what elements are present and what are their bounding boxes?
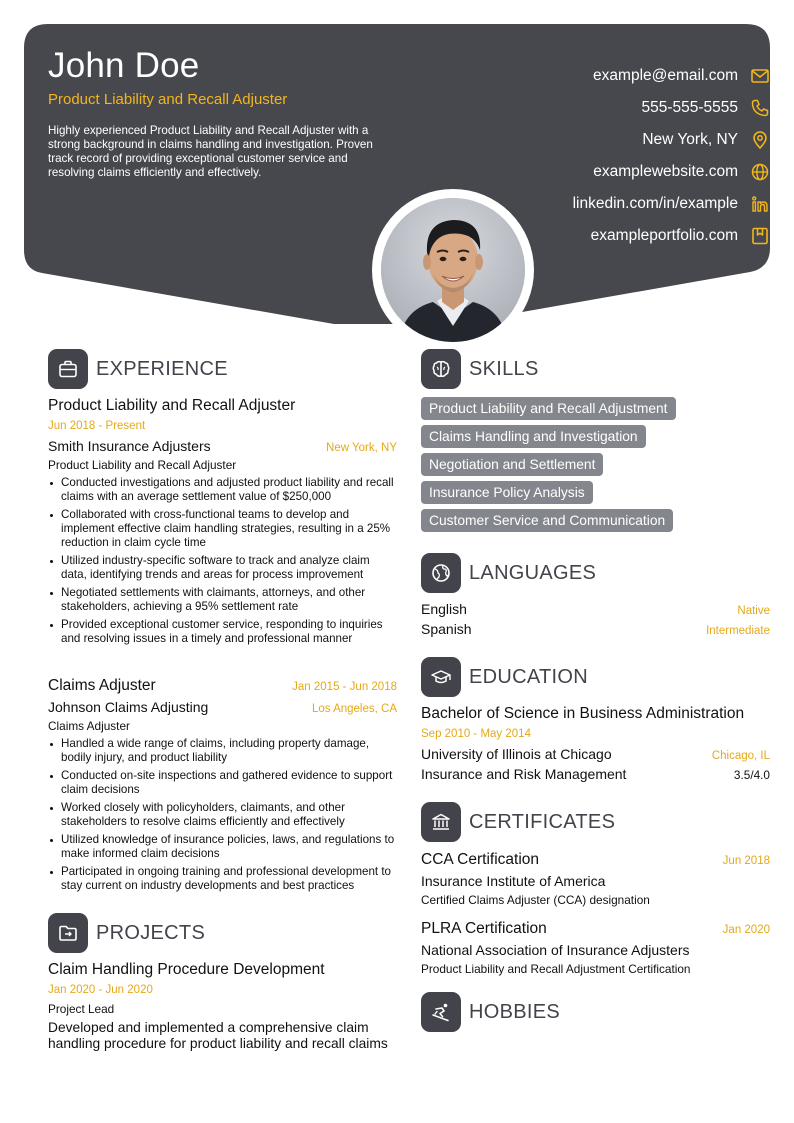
certificate-date: Jan 2020 [722, 924, 770, 936]
language-level: Intermediate [706, 625, 770, 637]
certificate-row [421, 851, 770, 869]
job-position: Claims Adjuster [48, 719, 130, 733]
certificates-heading [421, 802, 615, 842]
list-item: Handled a wide range of claims, including property damage, bodily injury, and product liability [48, 737, 397, 765]
brain-icon [421, 349, 461, 389]
portfolio-text[interactable]: exampleportfolio.com [590, 227, 738, 244]
linkedin-text[interactable]: linkedin.com/in/example [572, 195, 738, 212]
job-bullets [48, 476, 397, 650]
language-row [421, 621, 770, 637]
certificate-issuer: Insurance Institute of America [421, 873, 606, 889]
globe-icon [421, 553, 461, 593]
skill-tag: Claims Handling and Investigation [421, 425, 646, 448]
language-row [421, 601, 770, 617]
education-heading [421, 657, 588, 697]
candidate-name: John Doe [48, 46, 200, 85]
projects-heading [48, 913, 205, 953]
job-company: Johnson Claims Adjusting [48, 699, 209, 715]
certificate-name: PLRA Certification [421, 920, 547, 937]
skill-tag: Product Liability and Recall Adjustment [421, 397, 676, 420]
education-title: EDUCATION [469, 665, 588, 688]
list-item: Worked closely with policyholders, claimants, and other stakeholders to resolve claims efficiently and effectively [48, 801, 397, 829]
project-title: Claim Handling Procedure Development [48, 961, 325, 978]
folder-icon [48, 913, 88, 953]
job-title: Claims Adjuster [48, 677, 156, 694]
location-text: New York, NY [642, 131, 738, 148]
list-item: Utilized knowledge of insurance policies, laws, and regulations to make informed claim decisions [48, 833, 397, 861]
certificate-issuer: National Association of Insurance Adjusters [421, 942, 690, 958]
list-item: Participated in ongoing training and professional development to stay current on industry developments and best practices [48, 865, 397, 893]
degree: Bachelor of Science in Business Administration [421, 705, 745, 722]
skiing-icon [421, 992, 461, 1032]
project-description: Developed and implemented a comprehensive claim handling procedure for product liability and recall claims [48, 1020, 388, 1051]
project-role: Project Lead [48, 1002, 115, 1016]
profile-summary: Highly experienced Product Liability and Recall Adjuster with a strong background in claims handling and investigation. Proven track record of providing exceptional customer service and resolving claims efficiently and effectively. [48, 124, 373, 179]
skill-tag: Customer Service and Communication [421, 509, 673, 532]
languages-heading [421, 553, 596, 593]
language-name: Spanish [421, 621, 472, 637]
email-text[interactable]: example@email.com [593, 67, 738, 84]
list-item: Negotiated settlements with claimants, attorneys, and other stakeholders, achieving a 95% settlement rate [48, 586, 397, 614]
left-column [48, 0, 397, 1123]
gpa: 3.5/4.0 [733, 768, 770, 782]
job-title: Product Liability and Recall Adjuster [48, 397, 296, 414]
job-company-row [48, 699, 397, 715]
website-text[interactable]: examplewebsite.com [593, 163, 738, 180]
field-of-study: Insurance and Risk Management [421, 766, 627, 782]
candidate-role: Product Liability and Recall Adjuster [48, 91, 288, 108]
certificate-description: Certified Claims Adjuster (CCA) designation [421, 893, 650, 907]
phone-text[interactable]: 555-555-5555 [641, 99, 738, 116]
list-item: Provided exceptional customer service, responding to inquiries and resolving issues in a timely and professional manner [48, 618, 397, 646]
job-location: Los Angeles, CA [311, 703, 397, 715]
field-row [421, 766, 770, 782]
right-column [421, 0, 770, 1123]
briefcase-icon [48, 349, 88, 389]
skill-tag: Insurance Policy Analysis [421, 481, 593, 504]
education-dates: Sep 2010 - May 2014 [421, 728, 531, 740]
job-company-row [48, 438, 397, 454]
skill-tag: Negotiation and Settlement [421, 453, 603, 476]
language-name: English [421, 601, 467, 617]
job-title-row [48, 677, 397, 695]
languages-title: LANGUAGES [469, 561, 597, 584]
school-name: University of Illinois at Chicago [421, 746, 612, 762]
experience-title: EXPERIENCE [96, 357, 228, 380]
certificates-title: CERTIFICATES [469, 810, 616, 833]
project-dates: Jan 2020 - Jun 2020 [48, 984, 153, 996]
skills-title: SKILLS [469, 357, 539, 380]
language-level: Native [737, 605, 770, 617]
certificate-row [421, 920, 770, 938]
certificate-description: Product Liability and Recall Adjustment Certification [421, 962, 691, 976]
job-bullets [48, 737, 397, 897]
list-item: Utilized industry-specific software to track and analyze claim data, identifying trends and areas for process improvement [48, 554, 397, 582]
school-row [421, 746, 770, 762]
experience-heading [48, 349, 228, 389]
job-position: Product Liability and Recall Adjuster [48, 458, 237, 472]
school-location: Chicago, IL [711, 750, 770, 762]
certificate-name: CCA Certification [421, 851, 540, 868]
projects-title: PROJECTS [96, 921, 206, 944]
hobbies-title: HOBBIES [469, 1000, 561, 1023]
skills-heading [421, 349, 539, 389]
job-company: Smith Insurance Adjusters [48, 438, 211, 454]
job-location: New York, NY [326, 442, 397, 454]
certificate-date: Jun 2018 [722, 855, 770, 867]
graduation-cap-icon [421, 657, 461, 697]
institution-icon [421, 802, 461, 842]
hobbies-heading [421, 992, 560, 1032]
list-item: Conducted investigations and adjusted product liability and recall claims with an average settlement value of $250,000 [48, 476, 397, 504]
job-dates: Jan 2015 - Jun 2018 [292, 681, 397, 693]
list-item: Collaborated with cross-functional teams to develop and implement effective claim handling strategies, resulting in a 25% reduction in claim cycle time [48, 508, 397, 550]
list-item: Conducted on-site inspections and gathered evidence to support claim decisions [48, 769, 397, 797]
job-dates: Jun 2018 - Present [48, 420, 146, 432]
